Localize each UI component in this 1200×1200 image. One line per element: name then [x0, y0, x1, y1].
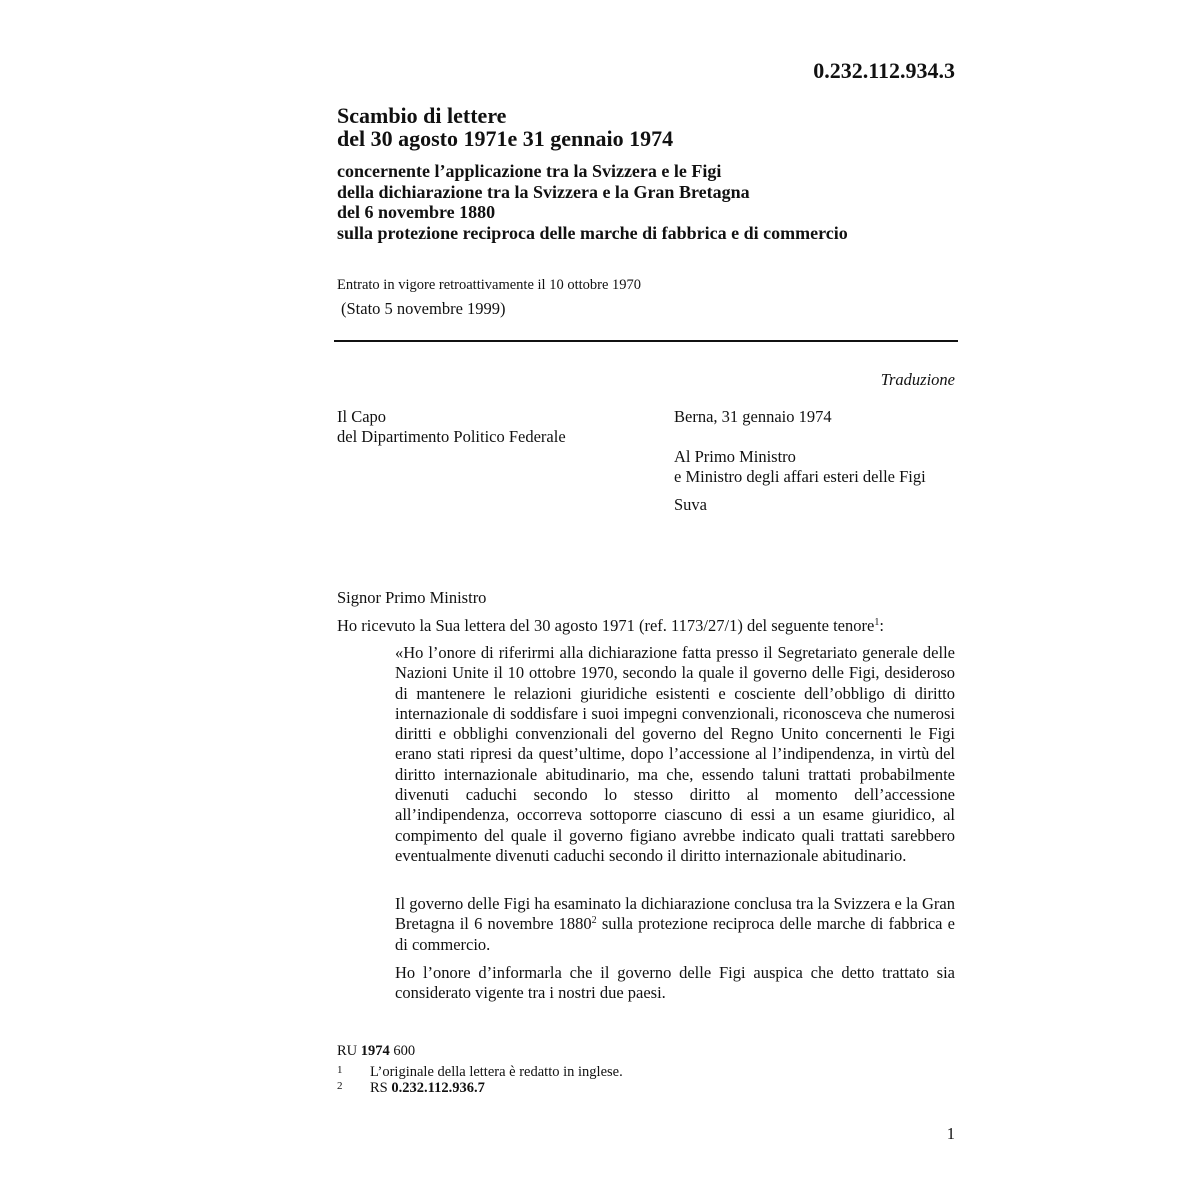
recipient-block: [674, 447, 926, 487]
salutation: Signor Primo Ministro: [337, 588, 487, 607]
footnote-marker-2[interactable]: 2: [591, 915, 597, 927]
sender-block: [337, 407, 566, 447]
header-divider: [334, 340, 958, 342]
sr-number: 0.232.112.934.3: [813, 58, 955, 83]
quote-paragraph-2: [395, 894, 955, 955]
footnote-number: 1: [337, 1064, 343, 1076]
subtitle-line: del 6 novembre 1880: [337, 202, 496, 222]
title-line-1: Scambio di lettere: [337, 103, 507, 128]
footnote-1: [337, 1064, 623, 1081]
translation-label: Traduzione: [880, 370, 955, 389]
status-date: (Stato 5 novembre 1999): [341, 299, 506, 318]
quote-text: [395, 894, 955, 955]
page-number: 1: [946, 1124, 955, 1143]
ru-reference: [337, 1043, 415, 1060]
footnote-number: 2: [337, 1080, 343, 1092]
intro-tail: :: [879, 616, 884, 635]
document-subtitle: [337, 161, 848, 243]
ru-year: 1974: [360, 1043, 390, 1059]
footnote-2: [337, 1080, 485, 1097]
quote-text: Ho l’onore d’informarla che il governo delle Figi auspica che detto trattato sia considerato vigente tra i nostri due paesi.: [395, 963, 955, 1003]
recipient-line-2: e Ministro degli affari esteri delle Figi: [674, 467, 926, 486]
subtitle-line: sulla protezione reciproca delle marche di fabbrica e di commercio: [337, 222, 848, 243]
ru-page: 600: [389, 1043, 416, 1059]
quote-text-b: sulla protezione reciproca delle marche di fabbrica e di commercio.: [395, 914, 955, 954]
intro-paragraph: [337, 616, 884, 636]
footnote-marker-1[interactable]: 1: [874, 617, 880, 628]
document-title: [337, 104, 673, 150]
ru-prefix: RU: [337, 1043, 361, 1059]
footnote-prefix: RS: [370, 1080, 392, 1096]
subtitle-line: concernente l’applicazione tra la Svizzera e le Figi: [337, 161, 722, 181]
title-line-2: del 30 agosto 1971e 31 gennaio 1974: [337, 126, 674, 151]
entry-into-force: Entrato in vigore retroattivamente il 10 ottobre 1970: [337, 277, 642, 293]
intro-text: Ho ricevuto la Sua lettera del 30 agosto 1971 (ref. 1173/27/1) del seguente tenore: [337, 616, 875, 635]
sender-line-2: del Dipartimento Politico Federale: [337, 427, 566, 446]
subtitle-line: della dichiarazione tra la Svizzera e la Gran Bretagna: [337, 181, 750, 202]
recipient-line-1: Al Primo Ministro: [674, 447, 796, 466]
quote-paragraph-1: [395, 643, 955, 866]
recipient-city: Suva: [674, 495, 707, 514]
quote-paragraph-3: [395, 963, 955, 1004]
footnote-text: L’originale della lettera è redatto in inglese.: [370, 1064, 623, 1080]
quote-text-a: Il governo delle Figi ha esaminato la dichiarazione conclusa tra la Svizzera e la Gran Bretagna il 6 novembre 1880: [395, 894, 955, 934]
sender-line-1: Il Capo: [337, 407, 387, 426]
place-date: Berna, 31 gennaio 1974: [674, 407, 832, 426]
footnote-ref-link[interactable]: 0.232.112.936.7: [391, 1080, 485, 1096]
quote-text: «Ho l’onore di riferirmi alla dichiarazione fatta presso il Segretariato generale delle Nazioni Unite il 10 ottobre 1970, secondo la quale il governo delle Figi, desideroso di mantenere le relazioni giuridiche esistenti e cosciente dell’obbligo di diritto internazionale di soddisfare i suoi impegni convenzionali, riconosceva che numerosi diritti e obblighi convenzionali del governo del Regno Unito concernenti le Figi erano stati ripresi da quest’ultime, dopo l’accessione al l’indipendenza, in virtù del diritto internazionale abitudinario, ma che, essendo taluni trattati probabilmente divenuti caduchi secondo lo stesso diritto al momento dell’accessione all’indipendenza, occorreva sottoporre ciascuno di essi a un esame giuridico, al compimento del quale il governo figiano avrebbe indicato quali trattati sarebbero eventualmente divenuti caduchi secondo il diritto internazionale abitudinario.: [395, 643, 955, 865]
